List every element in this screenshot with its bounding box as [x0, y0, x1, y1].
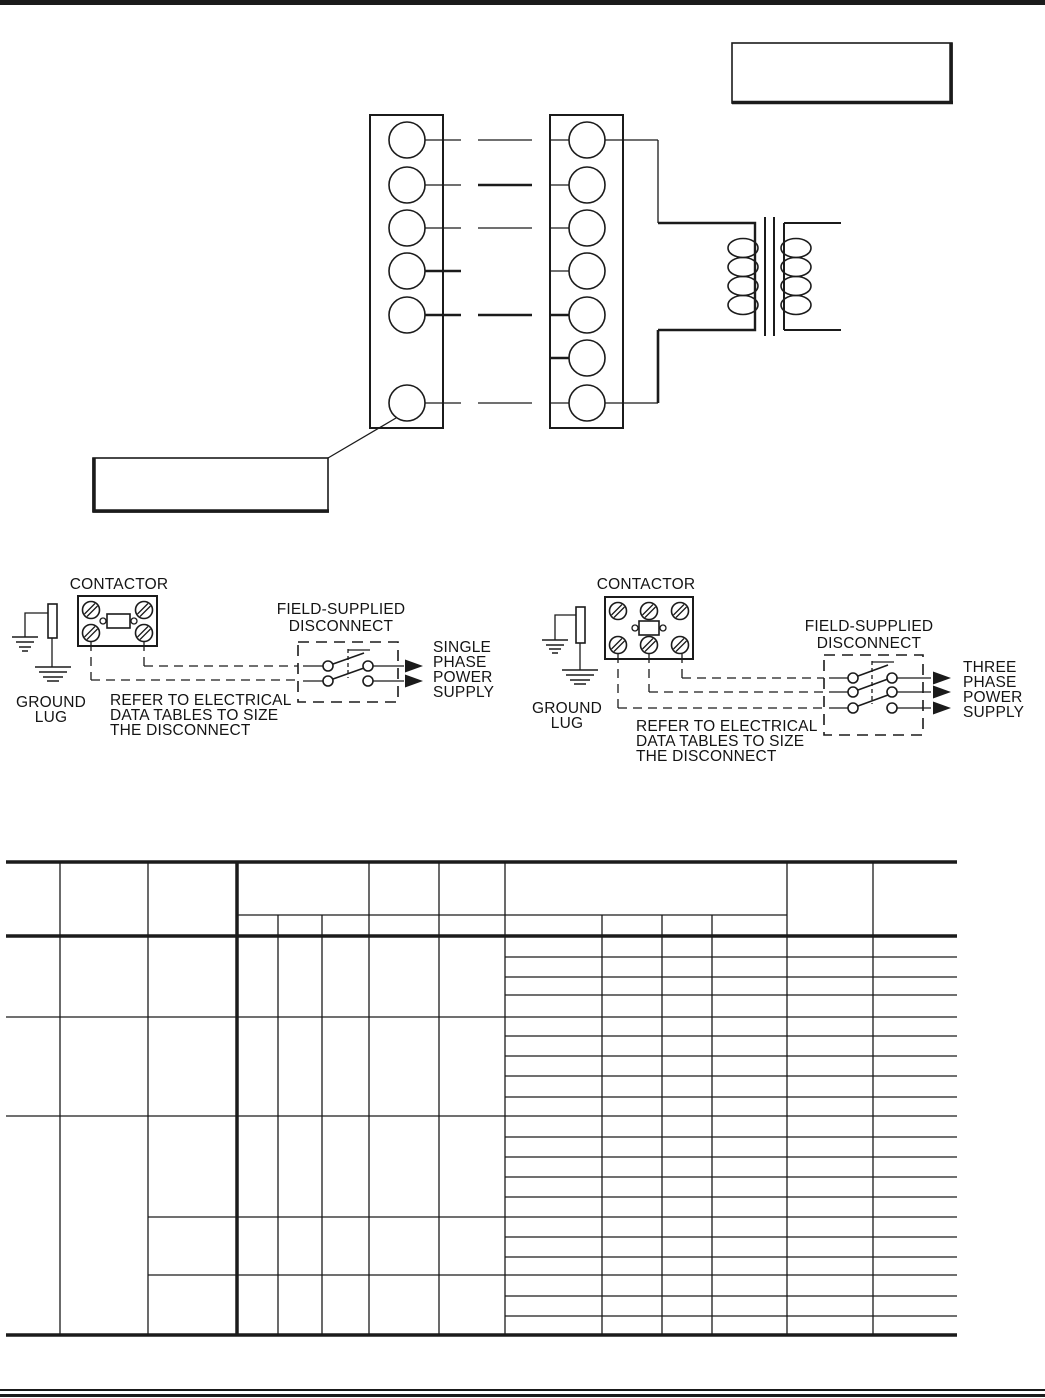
coil-terminal: [131, 618, 137, 624]
terminal-left-2: [389, 167, 425, 203]
supply-label: POWER: [433, 669, 493, 686]
arrow-right-icon: [405, 675, 423, 688]
single-phase-diagram: [12, 576, 494, 739]
coil-terminal: [660, 625, 666, 631]
switch-pole: [848, 703, 858, 713]
ground-symbol: [562, 670, 598, 684]
switch-pole: [363, 676, 373, 686]
switch-pole: [887, 703, 897, 713]
terminal-right-7: [569, 385, 605, 421]
disconnect-label: FIELD-SUPPLIED: [804, 618, 934, 635]
terminal-right-3: [569, 210, 605, 246]
disconnect-switch-3ph: [824, 655, 931, 735]
switch-pole: [887, 673, 897, 683]
callout-box-bottom-left-shadow: [93, 458, 329, 512]
secondary-loop-3: [781, 277, 811, 296]
arrow-right-icon: [933, 702, 951, 715]
transformer: [658, 217, 841, 336]
secondary-loop-1: [781, 239, 811, 258]
ground-lug-label: LUG: [550, 715, 584, 732]
ground-symbol: [542, 640, 568, 653]
screw-terminal: [641, 637, 658, 654]
switch-pole: [363, 661, 373, 671]
disconnect-label: DISCONNECT: [816, 635, 922, 652]
ground-lug-label: GROUND: [531, 700, 603, 717]
disconnect-note: THE DISCONNECT: [636, 748, 777, 765]
contactor-1ph-frame: [78, 596, 157, 646]
terminal-left-5: [389, 297, 425, 333]
supply-label: SUPPLY: [963, 704, 1025, 721]
disconnect-label: FIELD-SUPPLIED: [276, 601, 406, 618]
ground-lug-3ph: [542, 607, 598, 684]
callout-box-top-right: [732, 43, 953, 103]
ground-lug-body: [48, 604, 57, 638]
callout-box-bottom-left: [93, 418, 396, 512]
switch-leads: [303, 666, 404, 681]
contactor-1ph: [78, 596, 157, 646]
supply-label: PHASE: [963, 674, 1017, 691]
terminal-left-1: [389, 122, 425, 158]
switch-pole: [323, 661, 333, 671]
disconnect-box-3ph: [824, 655, 923, 735]
transformer-primary-coil: [728, 239, 758, 315]
field-wiring-dashed-3ph: [618, 654, 824, 708]
screw-terminal: [83, 602, 100, 619]
terminal-right-5: [569, 297, 605, 333]
disconnect-note: DATA TABLES TO SIZE: [110, 707, 279, 724]
screw-terminal: [610, 637, 627, 654]
ground-lug-body: [576, 607, 585, 643]
disconnect-note: REFER TO ELECTRICAL: [636, 718, 818, 735]
screw-terminal: [136, 602, 153, 619]
secondary-loop-4: [781, 296, 811, 315]
screw-slots: [85, 604, 151, 640]
contactor-label: CONTACTOR: [69, 576, 169, 593]
supply-label: PHASE: [433, 654, 487, 671]
ground-lug-label: GROUND: [15, 694, 87, 711]
callout-box-top-right-frame: [732, 43, 952, 103]
arrow-right-icon: [933, 686, 951, 699]
callout-box-bottom-left-frame: [93, 458, 328, 512]
terminal-left-4: [389, 253, 425, 289]
ground-lug-label: LUG: [34, 709, 68, 726]
switch-blades: [858, 665, 888, 706]
disconnect-note: THE DISCONNECT: [110, 722, 251, 739]
callout-leader-line: [328, 418, 396, 458]
transformer-secondary-coil: [781, 239, 811, 315]
disconnect-note: REFER TO ELECTRICAL: [110, 692, 292, 709]
terminal-wiring-diagram: [93, 43, 953, 512]
coil-terminal: [632, 625, 638, 631]
contactor-3ph-frame: [605, 597, 693, 659]
arrow-right-icon: [405, 660, 423, 673]
ground-symbol: [12, 637, 38, 651]
screw-slots: [612, 605, 687, 652]
switch-pole: [323, 676, 333, 686]
screw-terminal: [641, 603, 658, 620]
secondary-loop-2: [781, 258, 811, 277]
disconnect-label: DISCONNECT: [288, 618, 394, 635]
primary-loop-2: [728, 258, 758, 277]
table-subrow-rules: [505, 957, 957, 1316]
coil-terminal: [100, 618, 106, 624]
contactor-3ph: [605, 597, 693, 659]
ground-wire-1: [25, 613, 48, 637]
screw-terminal: [672, 603, 689, 620]
contactor-coil: [107, 614, 130, 628]
switch-pole: [848, 673, 858, 683]
electrical-data-table: [6, 861, 957, 1336]
three-phase-diagram: [532, 576, 1024, 765]
ground-wire-1: [555, 615, 576, 640]
callout-box-top-right-shadow: [732, 43, 953, 103]
screw-terminal: [83, 625, 100, 642]
supply-label: SUPPLY: [433, 684, 495, 701]
ground-symbol: [35, 667, 71, 681]
disconnect-switch-1ph: [298, 642, 404, 702]
terminal-left-6: [389, 385, 425, 421]
switch-pole: [887, 687, 897, 697]
switch-pole: [848, 687, 858, 697]
ground-lug-1ph: [12, 604, 71, 681]
supply-label: SINGLE: [433, 639, 492, 656]
screw-terminal: [136, 625, 153, 642]
contactor-label: CONTACTOR: [596, 576, 696, 593]
supply-label: THREE: [963, 659, 1017, 676]
table-column-rules: [60, 862, 873, 1335]
terminal-right-2: [569, 167, 605, 203]
transformer-core: [765, 217, 774, 336]
field-wiring-dashed-1ph: [91, 642, 298, 680]
screw-terminal: [610, 603, 627, 620]
terminal-right-4: [569, 253, 605, 289]
contactor-coil: [639, 621, 659, 635]
terminal-left-3: [389, 210, 425, 246]
screw-terminal: [672, 637, 689, 654]
primary-loop-3: [728, 277, 758, 296]
terminal-right-6: [569, 340, 605, 376]
terminal-right-1: [569, 122, 605, 158]
primary-loop-4: [728, 296, 758, 315]
primary-loop-1: [728, 239, 758, 258]
disconnect-note: DATA TABLES TO SIZE: [636, 733, 805, 750]
arrow-right-icon: [933, 672, 951, 685]
supply-label: POWER: [963, 689, 1023, 706]
